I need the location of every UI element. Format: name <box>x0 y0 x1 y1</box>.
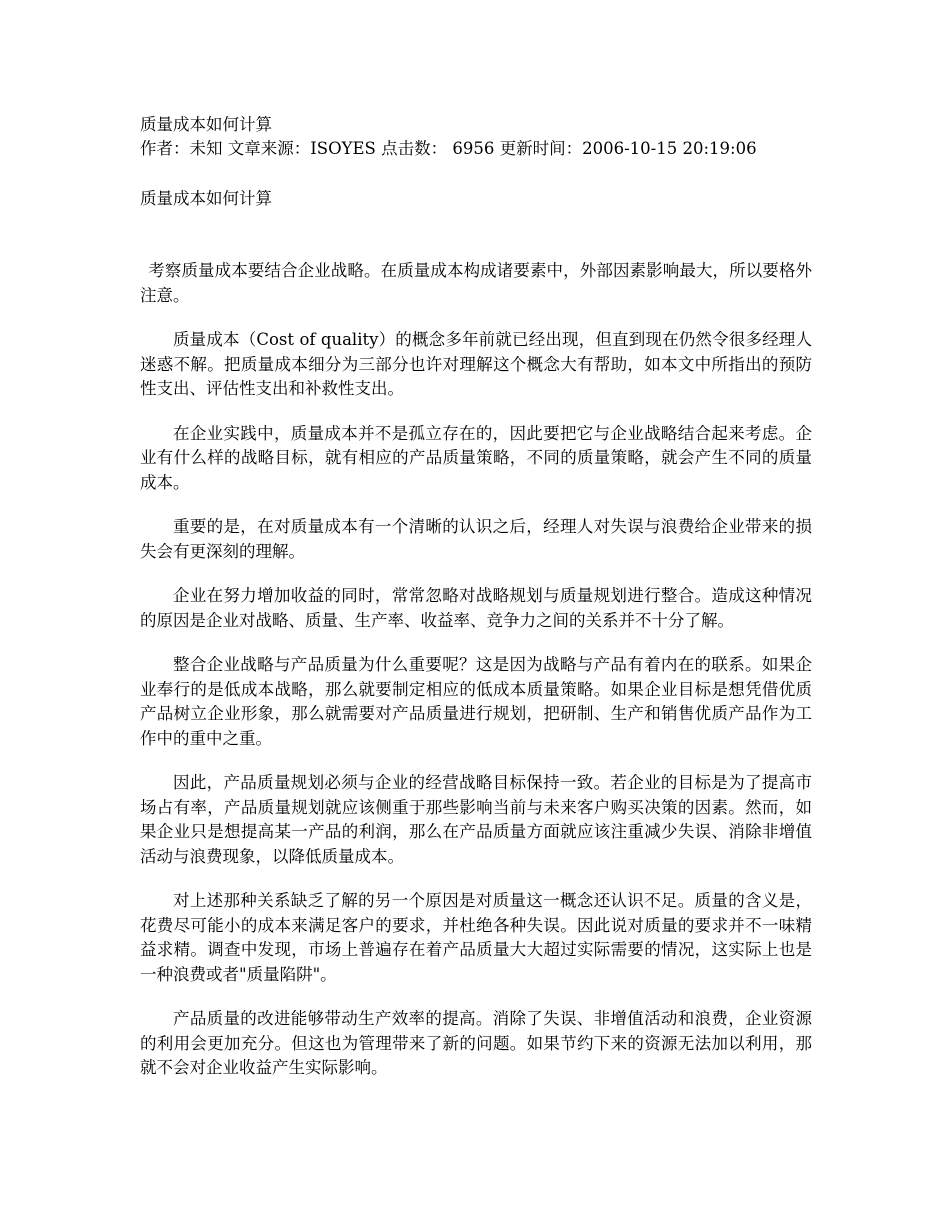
paragraph-enterprise-practice: 在企业实践中，质量成本并不是孤立存在的，因此要把它与企业战略结合起来考虑。企业有什么样的战略目标，就有相应的产品质量策略，不同的质量策略，就会产生不同的质量成本。 <box>140 423 812 492</box>
clicks-label: 点击数： <box>381 139 448 158</box>
article-title: 质量成本如何计算 <box>140 115 272 134</box>
article-subtitle: 质量成本如何计算 <box>140 189 272 208</box>
source-label: 文章来源： <box>227 139 311 158</box>
article-meta <box>140 137 812 161</box>
updated-label: 更新时间： <box>499 139 583 158</box>
updated-value: 2006-10-15 20:19:06 <box>582 139 757 158</box>
source-value: ISOYES <box>310 139 376 158</box>
author-value: 未知 <box>189 139 223 158</box>
paragraph-importance: 重要的是，在对质量成本有一个清晰的认识之后，经理人对失误与浪费给企业带来的损失会有更深刻的理解。 <box>140 517 812 561</box>
paragraph-efficiency: 产品质量的改进能够带动生产效率的提高。消除了失误、非增值活动和浪费，企业资源的利用会更加充分。但这也为管理带来了新的问题。如果节约下来的资源无法加以利用，那就不会对企业收益产生实际影响。 <box>140 1009 812 1077</box>
paragraph-cost-of-quality: 质量成本（Cost of quality）的概念多年前就已经出现，但直到现在仍然令很多经理人迷惑不解。把质量成本细分为三部分也许对理解这个概念大有帮助，如本文中所指出的预防性支出、评估性支出和补救性支出。 <box>140 330 812 398</box>
author-label: 作者： <box>140 139 190 158</box>
paragraph-understanding: 对上述那种关系缺乏了解的另一个原因是对质量这一概念还认识不足。质量的含义是，花费尽可能小的成本来满足客户的要求，并杜绝各种失误。因此说对质量的要求并不一味精益求精。调查中发现，市场上普遍存在着产品质量大大超过实际需要的情况，这实际上也是一种浪费或者"质量陷阱"。 <box>140 891 812 984</box>
paragraph-planning: 因此，产品质量规划必须与企业的经营战略目标保持一致。若企业的目标是为了提高市场占有率，产品质量规划就应该侧重于那些影响当前与未来客户购买决策的因素。然而，如果企业只是想提高某一产品的利润，那么在产品质量方面就应该注重减少失误、消除非增值活动与浪费现象，以降低质量成本。 <box>140 773 812 866</box>
paragraph-integration: 整合企业战略与产品质量为什么重要呢？这是因为战略与产品有着内在的联系。如果企业奉行的是低成本战略，那么就要制定相应的低成本质量策略。如果企业目标是想凭借优质产品树立企业形象，那么就需要对产品质量进行规划，把研制、生产和销售优质产品作为工作中的重中之重。 <box>140 655 812 748</box>
paragraph-intro: 考察质量成本要结合企业战略。在质量成本构成诸要素中，外部因素影响最大，所以要格外注意。 <box>140 261 812 305</box>
article-body <box>140 259 812 1081</box>
paragraph-revenue: 企业在努力增加收益的同时，常常忽略对战略规划与质量规划进行整合。造成这种情况的原因是企业对战略、质量、生产率、收益率、竞争力之间的关系并不十分了解。 <box>140 586 812 630</box>
clicks-value: 6956 <box>452 139 495 158</box>
article-page <box>140 113 812 1101</box>
